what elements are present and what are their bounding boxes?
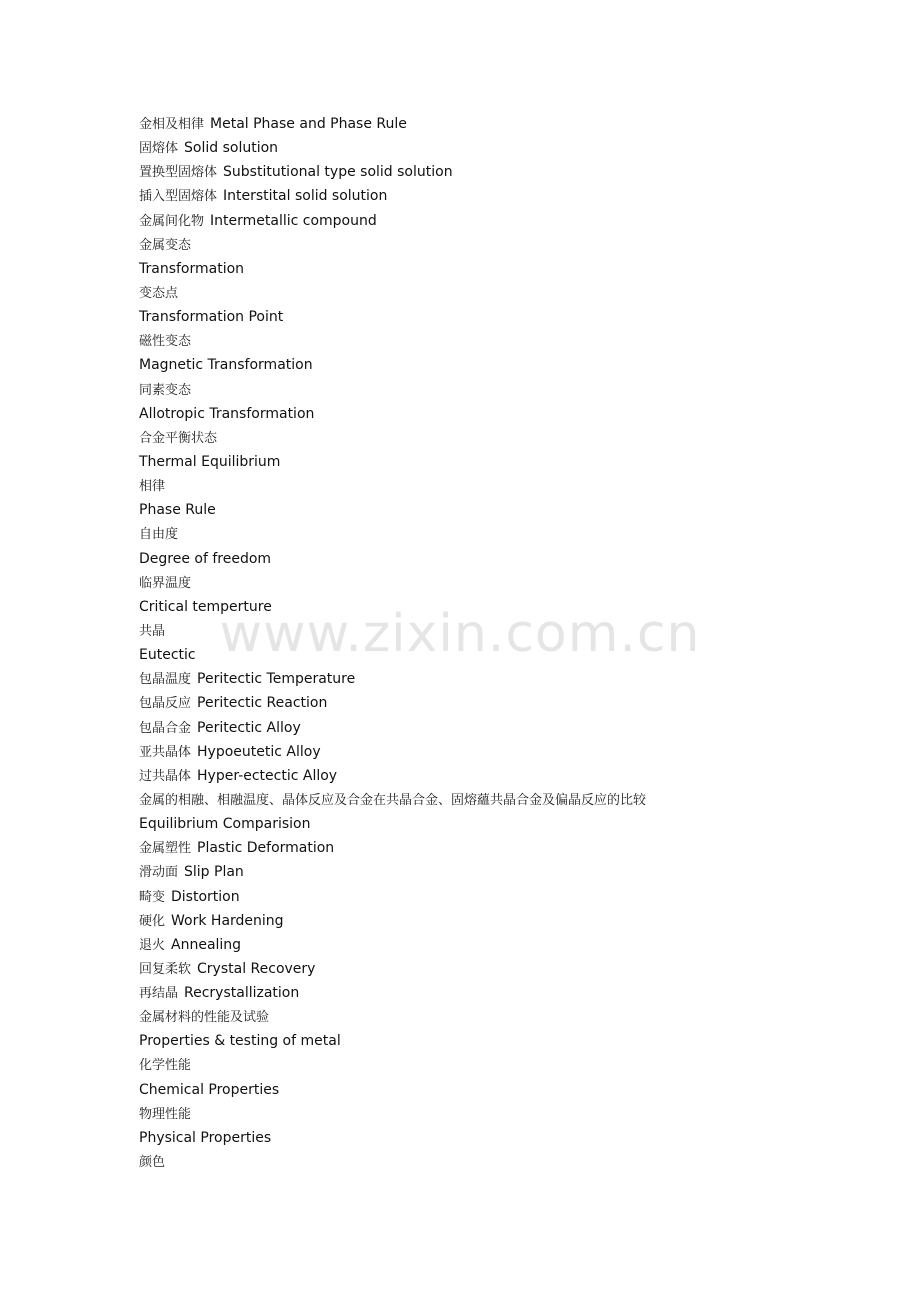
glossary-line <box>139 547 652 571</box>
glossary-line <box>139 1005 652 1029</box>
term-english: Degree of freedom <box>139 550 272 567</box>
term-english: Work Hardening <box>171 912 284 929</box>
term-english: Plastic Deformation <box>197 840 335 857</box>
glossary-line <box>139 1078 652 1102</box>
term-english: Peritectic Reaction <box>197 695 328 712</box>
glossary-line <box>139 1150 652 1174</box>
glossary-line <box>139 836 652 860</box>
term-chinese: 固熔体 <box>139 141 179 157</box>
glossary-line <box>139 619 652 643</box>
term-chinese: 金相及相律 <box>139 117 205 132</box>
glossary-line <box>139 522 652 546</box>
glossary-line <box>139 1029 652 1053</box>
glossary-line <box>139 691 652 715</box>
glossary-line <box>139 209 652 233</box>
term-chinese: 物理性能 <box>139 1106 192 1122</box>
term-chinese: 置换型固熔体 <box>139 165 218 181</box>
term-chinese: 金属塑性 <box>139 841 192 857</box>
term-english: Slip Plan <box>184 864 244 881</box>
term-english: Solid solution <box>184 140 279 157</box>
term-english: Allotropic Transformation <box>139 405 315 422</box>
term-chinese: 回复柔软 <box>139 961 192 977</box>
glossary-line <box>139 957 652 981</box>
glossary-line <box>139 740 652 764</box>
glossary-line <box>139 160 652 184</box>
glossary-line <box>139 716 652 740</box>
glossary-list <box>139 112 652 1174</box>
glossary-line <box>139 112 652 136</box>
term-english: Interstital solid solution <box>223 188 388 205</box>
glossary-line <box>139 353 652 377</box>
term-english: Transformation <box>139 260 245 277</box>
glossary-line <box>139 909 652 933</box>
term-english: Equilibrium Comparision <box>139 816 311 833</box>
term-english: Eutectic <box>139 647 196 664</box>
term-chinese: 合金平衡状态 <box>139 430 218 446</box>
term-chinese: 插入型固熔体 <box>139 189 218 205</box>
term-english: Physical Properties <box>139 1129 272 1146</box>
term-english: Substitutional type solid solution <box>223 164 453 181</box>
glossary-line <box>139 643 652 667</box>
term-chinese: 共晶 <box>139 623 166 639</box>
glossary-line <box>139 981 652 1005</box>
glossary-line <box>139 426 652 450</box>
glossary-line <box>139 764 652 788</box>
term-chinese: 金属材料的性能及试验 <box>139 1010 270 1026</box>
glossary-line <box>139 257 652 281</box>
term-chinese: 化学性能 <box>139 1058 192 1074</box>
term-english: Metal Phase and Phase Rule <box>210 116 407 132</box>
term-english: Recrystallization <box>184 985 300 1002</box>
term-english: Chemical Properties <box>139 1081 280 1098</box>
term-chinese: 自由度 <box>139 527 179 543</box>
term-english: Distortion <box>171 888 240 905</box>
glossary-line <box>139 498 652 522</box>
term-english: Magnetic Transformation <box>139 357 313 374</box>
glossary-line <box>139 1102 652 1126</box>
glossary-line <box>139 281 652 305</box>
glossary-line <box>139 933 652 957</box>
term-chinese: 包晶反应 <box>139 696 192 712</box>
glossary-line <box>139 667 652 691</box>
term-chinese: 金属的相融、相融温度、晶体反应及合金在共晶合金、固熔蘊共晶合金及偏晶反应的比较 <box>139 792 647 808</box>
term-english: Peritectic Temperature <box>197 671 356 688</box>
term-english: Critical temperture <box>139 598 272 615</box>
term-chinese: 临界温度 <box>139 575 192 591</box>
glossary-line <box>139 184 652 208</box>
glossary-line <box>139 402 652 426</box>
glossary-line <box>139 812 652 836</box>
glossary-line <box>139 595 652 619</box>
glossary-line <box>139 788 652 812</box>
watermark: www.zixin.com.cn <box>219 604 701 664</box>
glossary-line <box>139 571 652 595</box>
term-english: Hyper-ectectic Alloy <box>197 767 338 784</box>
term-english: Hypoeutetic Alloy <box>197 743 321 760</box>
term-chinese: 同素变态 <box>139 382 192 398</box>
term-chinese: 包晶合金 <box>139 720 192 736</box>
term-english: Thermal Equilibrium <box>139 453 281 470</box>
term-english: Peritectic Alloy <box>197 719 301 736</box>
term-chinese: 颜色 <box>139 1155 166 1171</box>
term-chinese: 亚共晶体 <box>139 744 192 760</box>
term-english: Intermetallic compound <box>210 212 377 229</box>
term-english: Phase Rule <box>139 502 216 519</box>
glossary-line <box>139 329 652 353</box>
term-chinese: 退火 <box>139 937 166 953</box>
term-chinese: 滑动面 <box>139 865 179 881</box>
term-chinese: 金属间化物 <box>139 213 205 229</box>
glossary-line <box>139 136 652 160</box>
term-chinese: 再结晶 <box>139 986 179 1002</box>
glossary-line <box>139 233 652 257</box>
term-chinese: 相律 <box>139 479 166 495</box>
term-chinese: 包晶温度 <box>139 672 192 688</box>
term-chinese: 磁性变态 <box>139 334 192 350</box>
term-chinese: 硬化 <box>139 913 166 929</box>
glossary-line <box>139 378 652 402</box>
term-english: Crystal Recovery <box>197 960 316 977</box>
glossary-line <box>139 305 652 329</box>
glossary-line <box>139 474 652 498</box>
glossary-line <box>139 1053 652 1077</box>
term-english: Properties & testing of metal <box>139 1033 341 1050</box>
term-chinese: 畸变 <box>139 889 166 905</box>
glossary-line <box>139 860 652 884</box>
glossary-line <box>139 450 652 474</box>
glossary-line <box>139 885 652 909</box>
term-chinese: 金属变态 <box>139 237 192 253</box>
glossary-line <box>139 1126 652 1150</box>
term-chinese: 变态点 <box>139 285 179 301</box>
term-chinese: 过共晶体 <box>139 768 192 784</box>
term-english: Transformation Point <box>139 309 284 326</box>
term-english: Annealing <box>171 936 242 953</box>
